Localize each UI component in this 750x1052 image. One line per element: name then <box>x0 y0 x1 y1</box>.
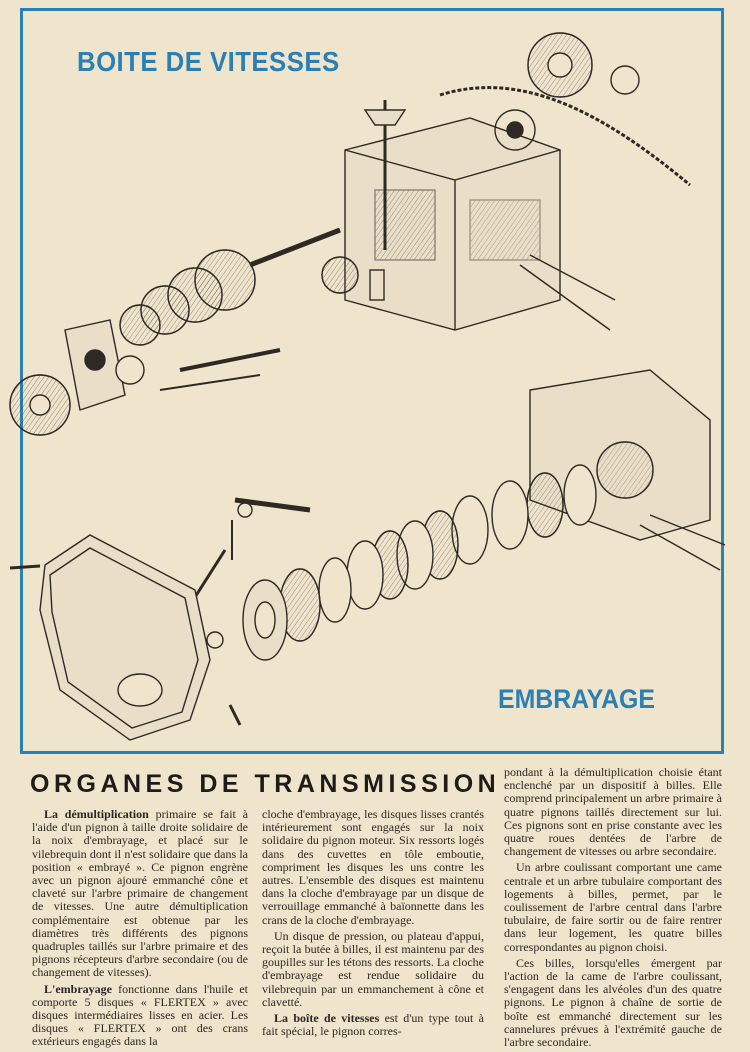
gearbox-title: BOITE DE VITESSES <box>77 46 340 77</box>
paragraph: cloche d'embrayage, les disques lisses crantés intérieurement sont engagés sur la noix solidaire du pignon moteur. Six ressorts logés dans des cuvettes en tôle emboutie, compriment les disques les uns contre les autres. L'ensemble des disques est maintenu dans la cloche d'embrayage par un disque de verrouillage emmanché à baïonnette dans les crans de la cloche d'embrayage. <box>262 807 484 927</box>
gear-train <box>10 230 358 435</box>
clutch-housing <box>530 370 725 570</box>
text-column-1 <box>32 808 248 1052</box>
paragraph <box>262 1012 484 1038</box>
paragraph <box>32 808 248 980</box>
lead-term: L'embrayage <box>44 981 112 996</box>
paragraph <box>32 983 248 1049</box>
lead-term: La boîte de vitesses <box>274 1011 380 1026</box>
text-column-3 <box>504 766 722 1052</box>
paragraph: Ces billes, lorsqu'elles émergent par l'action de la came de l'arbre coulissant, s'engagent dans les alvéoles d'un des quatre pignons. Le pignon à chaîne de sortie de boîte est emmanché directement sur les cannelures prévues à l'extrémité gauche de l'arbre secondaire. <box>504 955 722 1050</box>
paragraph: pondant à la démultiplication choisie étant enclenché par un dispositif à billes. Elle comprend principalement un arbre primaire à quatre pignons taillés directement sur lui. Ces pignons sont en prise constante avec les quatre roues dentées de l'arbre de changement de vitesses ou arbre secondaire. <box>504 765 722 859</box>
paragraph-text: fonctionne dans l'huile et comporte 5 disques « FLERTEX » avec disques intermédiaires lisses en acier. Les disques « FLERTEX » ont des crans extérieurs engagés dans la <box>32 981 248 1049</box>
clutch-title: EMBRAYAGE <box>498 684 655 714</box>
section-title: ORGANES DE TRANSMISSION <box>30 770 501 798</box>
paragraph: Un arbre coulissant comportant une came centrale et un arbre tubulaire comportant des logements à billes, permet, par le coulissement de l'arbre central dans l'arbre tubulaire, de faire sortir ou de faire rentrer dans leur logement, les quatre billes correspondantes au pignon choisi. <box>504 860 722 954</box>
text-column-2 <box>262 808 484 1041</box>
clutch-disc-stack <box>207 465 596 660</box>
clutch-cover <box>10 535 240 740</box>
paragraph: Un disque de pression, ou plateau d'appui, reçoit la butée à billes, il est maintenu par des goupilles sur les tétons des ressorts. La cloche d'embrayage est rendue solidaire du vilebrequin par un emmanchement à cône et clavetté. <box>262 928 484 1009</box>
paragraph-text: primaire se fait à l'aide d'un pignon à taille droite solidaire de la noix d'embrayage, et placé sur le vilebrequin dont il n'est solidaire que dans la position « embrayé ». Ce pignon engrène avec un pignon ajouré emmanché cône et claveté sur l'arbre primaire de changement de vitesses. Une autre démultiplication complémentaire est obtenue par les diamètres très différents des pignons quadruples taillés sur l'arbre primaire et des pignons récepteurs d'arbre secondaire (ou de changement de vitesses). <box>32 807 248 980</box>
paragraph-text: est d'un type tout à fait spécial, le pignon corres- <box>262 1011 484 1039</box>
lead-term: La démultiplication <box>44 807 149 821</box>
